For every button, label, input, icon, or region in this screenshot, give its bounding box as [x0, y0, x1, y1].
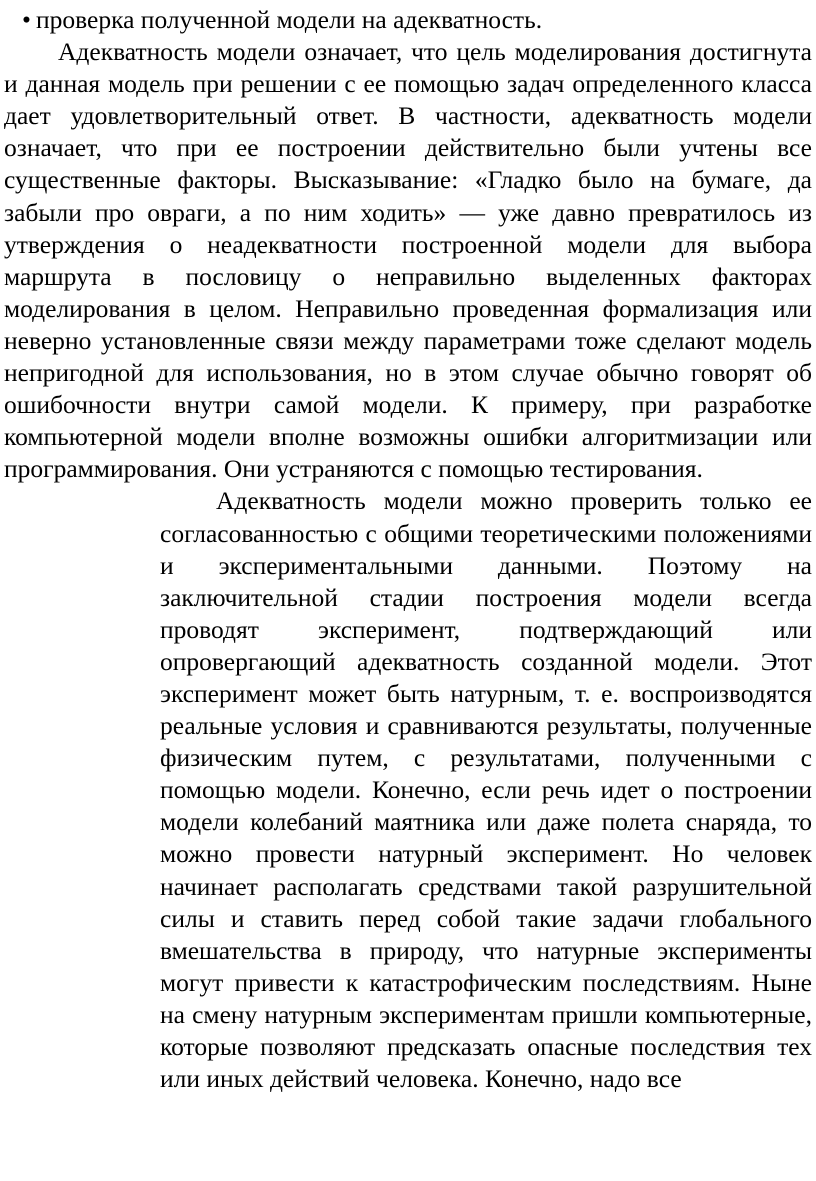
bullet-marker: • — [22, 5, 31, 34]
bullet-list-item — [4, 4, 812, 36]
body-paragraph-2: Адекватность модели можно проверить только ее согласованностью с общими теоретическими положениями и экспериментальными данными. Поэтому на заключительной стадии построения модели всегда проводят эксперимент, подтверждающий или опровергающий адекватность созданной модели. Этот эксперимент может быть натурным, т. е. воспроизводятся реальные условия и сравниваются результаты, полученные физическим путем, с результатами, полученными с помощью модели. Конечно, если речь идет о построении модели колебаний маятника или даже полета снаряда, то можно провести натурный эксперимент. Но человек начинает располагать средствами такой разрушительной силы и ставить перед собой такие задачи глобального вмешательства в природу, что натурные эксперименты могут привести к катастрофическим последствиям. Ныне на смену натурным экспериментам пришли компьютерные, которые позволяют предсказать опасные последствия тех или иных действий человека. Конечно, надо все — [160, 486, 812, 1094]
body-paragraph-1: Адекватность модели означает, что цель моделирования достигнута и данная модель при решении с ее помощью задач определенного класса дает удовлетворительный ответ. В частности, адекватность модели означает, что при ее построении действительно были учтены все существенные факторы. Высказывание: «Гладко было на бумаге, да забыли про овраги, а по ним ходить» — уже давно превратилось из утверждения о неадекватности построенной модели для выбора маршрута в пословицу о неправильно выделенных факторах моделирования в целом. Неправильно проведенная формализация или неверно установленные связи между параметрами тоже сделают модель непригодной для использования, но в этом случае обычно говорят об ошибочности внутри самой модели. К примеру, при разработке компьютерной модели вполне возможны ошибки алгоритмизации или программирования. Они устраняются с помощью тестирования. — [4, 37, 812, 484]
bullet-text: проверка полученной модели на адекватность. — [36, 5, 543, 34]
document-page — [4, 4, 812, 1095]
